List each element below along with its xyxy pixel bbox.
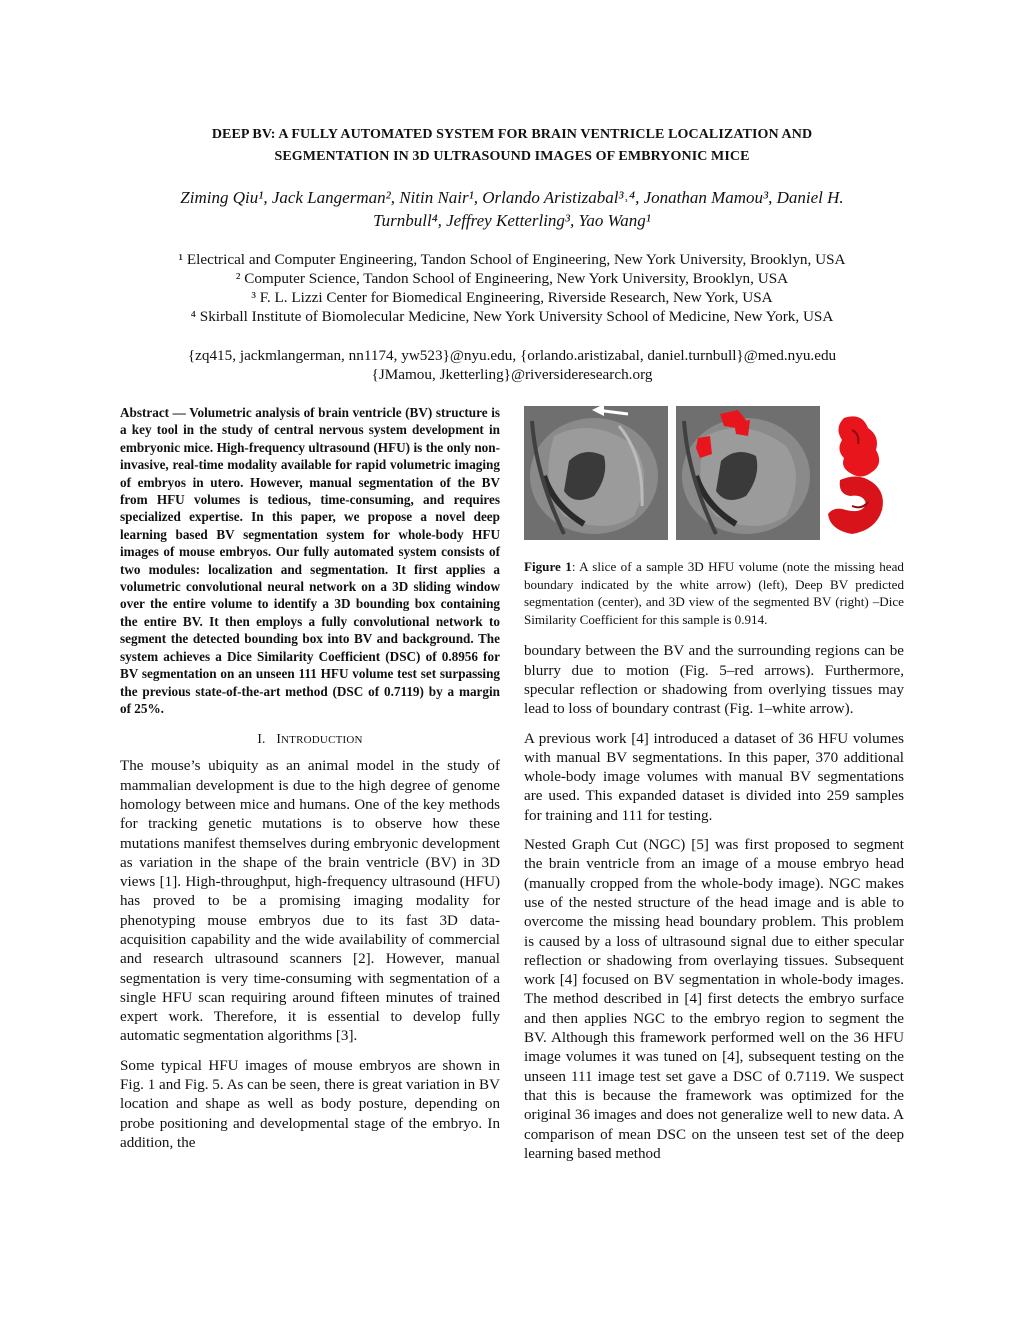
- right-paragraph-2: A previous work [4] introduced a dataset of 36 HFU volumes with manual BV segmentations. In this paper, 370 additional whole-body image volumes with manual BV segmentations are used. This expanded dataset is divided into 259 samples for training and 111 for testing.: [524, 730, 904, 824]
- bv-3d-view-graphic: [822, 410, 892, 544]
- email-line-2: {JMamou, Jketterling}@riversideresearch.org: [371, 366, 653, 383]
- right-paragraph-1: boundary between the BV and the surrounding regions can be blurry due to motion (Fig. 5–red arrows). Furthermore, specular reflection or shadowing from overlying tissues may lead to loss of boundary contrast (Fig. 1–white arrow).: [524, 643, 904, 718]
- affiliations: [100, 250, 924, 326]
- section-heading-introduction: [120, 731, 500, 747]
- title-line-1: DEEP BV: A FULLY AUTOMATED SYSTEM FOR BRAIN VENTRICLE LOCALIZATION AND: [211, 127, 813, 142]
- segmentation-slice-image: [676, 406, 820, 540]
- abstract: Abstract — Volumetric analysis of brain ventricle (BV) structure is a key tool in the study of central nervous system development in embryonic mice. High-frequency ultrasound (HFU) is the only non-invasive, real-time modality available for rapid volumetric imaging of embryos in utero. However, manual segmentation of the BV from HFU volumes is tedious, time-consuming, and requires specialized expertise. In this paper, we propose a novel deep learning based BV segmentation system for whole-body HFU images of mouse embryos. Our fully automated system consists of two modules: localization and segmentation. It first applies a volumetric convolutional neural network on a 3D sliding window over the entire volume to identify a 3D bounding box containing the entire BV. It then employs a fully convolutional network to segment the detected bounding box into BV and background. The system achieves a Dice Similarity Coefficient (DSC) of 0.8956 for BV segmentation on an unseen 111 HFU volume test set surpassing the previous state-of-the-art method (DSC of 0.7119) by a margin of 25%.: [120, 405, 500, 716]
- figure-1-label: Figure 1: [524, 559, 572, 574]
- authors-line-2: Turnbull⁴, Jeffrey Ketterling³, Yao Wang¹: [373, 211, 651, 230]
- bv-3d-view-image: [822, 410, 892, 544]
- figure-1-caption-text: : A slice of a sample 3D HFU volume (note the missing head boundary indicated by the white arrow) (left), Deep BV predicted segmentation (center), and 3D view of the segmented BV (right) –Dice Similarity Coefficient for this sample is 0.914.: [524, 559, 904, 627]
- figure-1-caption: [524, 558, 904, 628]
- section-number: I.: [257, 731, 266, 747]
- affiliation-2: ² Computer Science, Tandon School of Engineering, New York University, Brooklyn, USA: [235, 270, 789, 287]
- title-line-2: SEGMENTATION IN 3D ULTRASOUND IMAGES OF EMBRYONIC MICE: [274, 149, 750, 164]
- figure-1: [524, 404, 904, 554]
- section-title-initial: I: [276, 731, 282, 747]
- right-paragraph-3: Nested Graph Cut (NGC) [5] was first proposed to segment the brain ventricle from an image of a mouse embryo head (manually cropped from the whole-body image). NGC makes use of the nested structure of the head image and is able to overcome the missing head boundary problem. This problem is caused by a loss of ultrasound signal due to either specular reflection or shadowing from overlaying tissues. Subsequent work [4] focused on BV segmentation in whole-body images. The method described in [4] first detects the embryo surface and then applies NGC to the embryo region to segment the BV. Although this framework performed well on the 36 HFU image volumes it was tuned on [4], subsequent testing on the unseen 111 image test set gave a DSC of 0.7119. We suspect that this is because the framework was optimized for the original 36 images and does not generalize well to new data. A comparison of mean DSC on the unseen test set of the deep learning based method: [524, 837, 904, 1162]
- paper-title: [110, 124, 914, 168]
- author-emails: [100, 346, 924, 384]
- section-title-rest: NTRODUCTION: [281, 734, 363, 747]
- ultrasound-slice-image: [524, 406, 668, 540]
- affiliation-4: ⁴ Skirball Institute of Biomolecular Medicine, New York University School of Medicine, New York, USA: [190, 308, 834, 325]
- authors-line-1: Ziming Qiu¹, Jack Langerman², Nitin Nair¹, Orlando Aristizabal³˒⁴, Jonathan Mamou³, Daniel H.: [180, 188, 844, 207]
- intro-paragraph-1: The mouse’s ubiquity as an animal model in the study of mammalian development is due to the high degree of genome homology between mice and humans. One of the key methods for tracking genetic mutations is to observe how these mutations manifest themselves during embryonic development as variation in the shape of the brain ventricle (BV) in 3D views [1]. High-throughput, high-frequency ultrasound (HFU) has proved to be a promising imaging modality for phenotyping mouse embryos due to its fast 3D data-acquisition capability and the wide availability of commercial and research ultrasound scanners [2]. However, manual segmentation is very time-consuming with segmentation of a single HFU scan requiring around fifteen minutes of trained expert work. Therefore, it is essential to develop fully automatic segmentation algorithms [3].: [120, 758, 500, 1045]
- email-line-1: {zq415, jackmlangerman, nn1174, yw523}@nyu.edu, {orlando.aristizabal, daniel.turnbull}@med.nyu.edu: [187, 347, 837, 364]
- ultrasound-slice-graphic: [524, 406, 668, 540]
- right-column: [524, 404, 904, 1174]
- affiliation-3: ³ F. L. Lizzi Center for Biomedical Engineering, Riverside Research, New York, USA: [251, 289, 773, 306]
- segmentation-slice-graphic: [676, 406, 820, 540]
- segmentation-region-mid: [734, 420, 750, 436]
- affiliation-1: ¹ Electrical and Computer Engineering, Tandon School of Engineering, New York University, Brooklyn, USA: [178, 251, 846, 268]
- author-list: [100, 186, 924, 232]
- intro-paragraph-2: Some typical HFU images of mouse embryos are shown in Fig. 1 and Fig. 5. As can be seen, there is great variation in BV location and shape as well as body posture, depending on probe positioning and developmental stage of the embryo. In addition, the: [120, 1057, 500, 1151]
- left-column: [120, 404, 500, 1163]
